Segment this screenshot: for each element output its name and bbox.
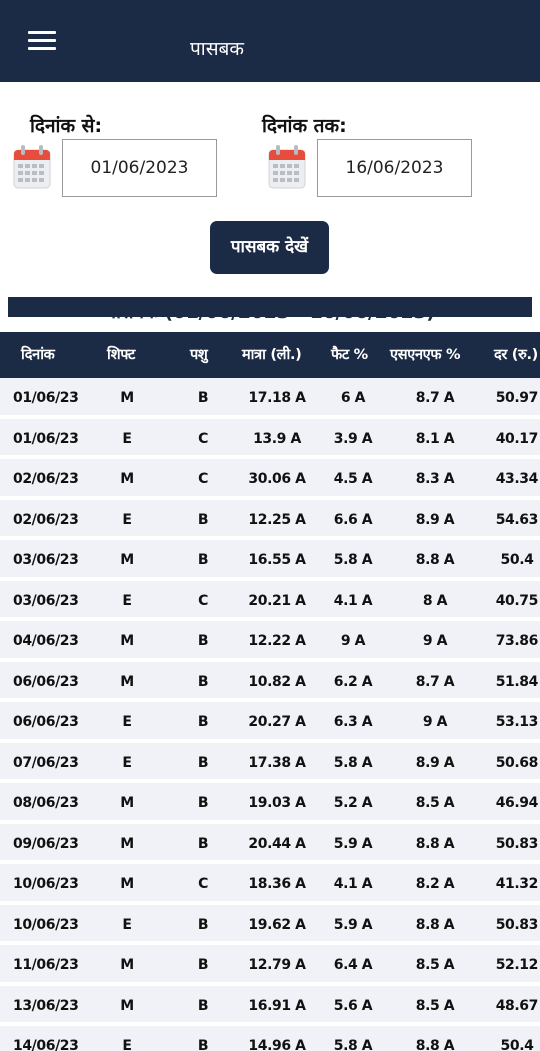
cell-snf: 8.7 A: [415, 673, 455, 690]
cell-animal: B: [197, 511, 209, 528]
to-date-field[interactable]: 16/06/2023: [317, 139, 472, 197]
cell-fat: 9 A: [340, 633, 366, 649]
cell-quantity: 14.96 A: [248, 1038, 306, 1051]
cell-snf: 8.7 A: [415, 390, 455, 406]
cell-shift: E: [122, 1038, 132, 1051]
header-fat: फैट %: [331, 347, 368, 363]
cell-date: 03/06/23: [13, 552, 79, 568]
cell-quantity: 30.06 A: [248, 471, 306, 487]
cell-rate: 50.97: [495, 390, 538, 406]
cell-snf: 9 A: [422, 633, 448, 649]
table-row[interactable]: [0, 581, 540, 622]
cell-rate: 41.32: [495, 876, 538, 892]
cell-snf: 9 A: [422, 714, 448, 730]
cell-animal: B: [197, 997, 209, 1014]
table-row[interactable]: [0, 905, 540, 946]
cell-snf: 8 A: [422, 592, 448, 609]
cell-snf: 8.2 A: [415, 876, 455, 892]
from-date-field[interactable]: 01/06/2023: [62, 139, 217, 197]
page-title: पासबक: [190, 38, 244, 60]
cell-date: 10/06/23: [13, 916, 79, 933]
header-shift: शिफ्ट: [107, 347, 135, 363]
cell-fat: 6 A: [340, 390, 366, 406]
cell-shift: M: [120, 552, 134, 568]
cell-animal: B: [197, 633, 209, 649]
cell-snf: 8.1 A: [415, 430, 455, 447]
cell-quantity: 20.21 A: [248, 592, 306, 609]
cell-rate: 40.75: [495, 592, 538, 609]
cell-quantity: 19.62 A: [248, 916, 306, 933]
table-row[interactable]: [0, 1026, 540, 1051]
cell-shift: M: [120, 795, 134, 811]
cell-date: 01/06/23: [13, 390, 79, 406]
table-row[interactable]: [0, 378, 540, 419]
cell-quantity: 12.25 A: [248, 511, 306, 528]
table-row[interactable]: [0, 986, 540, 1027]
cell-date: 08/06/23: [13, 795, 79, 811]
cell-rate: 52.12: [495, 957, 538, 973]
app-bar: [0, 0, 540, 82]
cell-quantity: 12.22 A: [248, 633, 306, 649]
table-row[interactable]: [0, 662, 540, 703]
cell-quantity: 16.55 A: [248, 552, 306, 568]
cell-quantity: 20.44 A: [248, 835, 306, 852]
calendar-icon[interactable]: [268, 145, 306, 189]
cell-fat: 5.9 A: [333, 916, 373, 933]
cell-quantity: 13.9 A: [253, 430, 301, 447]
cell-date: 04/06/23: [13, 633, 79, 649]
cell-shift: M: [120, 390, 134, 406]
calendar-icon[interactable]: [13, 145, 51, 189]
table-row[interactable]: [0, 702, 540, 743]
cell-rate: 54.63: [495, 511, 538, 528]
cell-fat: 5.8 A: [333, 754, 373, 771]
to-date-label: दिनांक तक:: [262, 115, 347, 137]
cell-date: 03/06/23: [13, 592, 79, 609]
cell-fat: 6.6 A: [333, 511, 373, 528]
table-row[interactable]: [0, 540, 540, 581]
cell-shift: M: [120, 673, 134, 690]
cell-quantity: 19.03 A: [248, 795, 306, 811]
cell-shift: M: [120, 876, 134, 892]
cell-rate: 50.83: [495, 916, 538, 933]
table-row[interactable]: [0, 864, 540, 905]
cell-shift: M: [120, 957, 134, 973]
cell-quantity: 17.18 A: [248, 390, 306, 406]
header-snf: एसएनएफ %: [390, 347, 461, 363]
cell-shift: M: [120, 835, 134, 852]
cell-snf: 8.5 A: [415, 997, 455, 1014]
cell-rate: 46.94: [495, 795, 538, 811]
cell-shift: E: [122, 714, 132, 730]
cell-snf: 8.5 A: [415, 957, 455, 973]
header-rate: दर (रु.): [494, 347, 539, 363]
cell-date: 06/06/23: [13, 673, 79, 690]
cell-snf: 8.9 A: [415, 511, 455, 528]
cell-fat: 4.5 A: [333, 471, 373, 487]
cell-quantity: 10.82 A: [248, 673, 306, 690]
cell-rate: 50.4: [500, 552, 534, 568]
cell-snf: 8.3 A: [415, 471, 455, 487]
cell-animal: B: [197, 390, 209, 406]
cell-snf: 8.8 A: [415, 1038, 455, 1051]
cell-shift: M: [120, 633, 134, 649]
cell-fat: 4.1 A: [333, 876, 373, 892]
cell-animal: B: [197, 673, 209, 690]
cell-fat: 6.2 A: [333, 673, 373, 690]
cell-quantity: 16.91 A: [248, 997, 306, 1014]
cell-snf: 8.9 A: [415, 754, 455, 771]
cell-shift: E: [122, 754, 132, 771]
cell-animal: C: [198, 430, 208, 447]
table-header: [0, 332, 540, 378]
cell-shift: M: [120, 997, 134, 1014]
cell-date: 13/06/23: [13, 997, 79, 1014]
cell-rate: 50.68: [495, 754, 538, 771]
cell-animal: B: [197, 957, 209, 973]
cell-rate: 50.4: [500, 1038, 534, 1051]
header-animal: पशु: [190, 347, 208, 363]
cell-snf: 8.8 A: [415, 552, 455, 568]
cell-animal: C: [198, 471, 208, 487]
cell-animal: B: [197, 835, 209, 852]
cell-shift: E: [122, 511, 132, 528]
cell-shift: E: [122, 916, 132, 933]
cell-shift: M: [120, 471, 134, 487]
cell-rate: 50.83: [495, 835, 538, 852]
from-date-label: दिनांक से:: [30, 115, 103, 137]
section-title: पासबक (01/06/2023 - 16/06/2023): [105, 301, 435, 323]
cell-shift: E: [122, 430, 132, 447]
cell-date: 11/06/23: [13, 957, 79, 973]
cell-fat: 5.9 A: [333, 835, 373, 852]
table-row[interactable]: [0, 621, 540, 662]
cell-date: 09/06/23: [13, 835, 79, 852]
table-row[interactable]: [0, 459, 540, 500]
cell-date: 06/06/23: [13, 714, 79, 730]
table-row[interactable]: [0, 743, 540, 784]
cell-fat: 5.8 A: [333, 1038, 373, 1051]
cell-snf: 8.8 A: [415, 835, 455, 852]
cell-animal: C: [198, 876, 208, 892]
header-quantity: मात्रा (ली.): [242, 347, 302, 363]
cell-fat: 6.4 A: [333, 957, 373, 973]
cell-snf: 8.8 A: [415, 916, 455, 933]
cell-date: 07/06/23: [13, 754, 79, 771]
cell-date: 10/06/23: [13, 876, 79, 892]
cell-date: 02/06/23: [13, 511, 79, 528]
cell-fat: 5.2 A: [333, 795, 373, 811]
cell-animal: B: [197, 714, 209, 730]
cell-quantity: 17.38 A: [248, 754, 306, 771]
table-row[interactable]: [0, 783, 540, 824]
table-row[interactable]: [0, 945, 540, 986]
cell-snf: 8.5 A: [415, 795, 455, 811]
cell-shift: E: [122, 592, 132, 609]
cell-rate: 48.67: [495, 997, 538, 1014]
cell-rate: 40.17: [495, 430, 538, 447]
table-row[interactable]: [0, 500, 540, 541]
cell-rate: 43.34: [495, 471, 538, 487]
cell-quantity: 12.79 A: [248, 957, 306, 973]
table-row[interactable]: [0, 824, 540, 865]
cell-date: 14/06/23: [13, 1038, 79, 1051]
cell-animal: B: [197, 1038, 209, 1051]
cell-animal: B: [197, 754, 209, 771]
cell-animal: B: [197, 916, 209, 933]
cell-date: 01/06/23: [13, 430, 79, 447]
cell-animal: B: [197, 795, 209, 811]
cell-fat: 3.9 A: [333, 430, 373, 447]
header-date: दिनांक: [21, 347, 55, 363]
cell-fat: 6.3 A: [333, 714, 373, 730]
cell-rate: 53.13: [495, 714, 538, 730]
cell-animal: B: [197, 552, 209, 568]
cell-fat: 5.8 A: [333, 552, 373, 568]
passbook-table-body[interactable]: [0, 378, 540, 1051]
hamburger-menu-icon[interactable]: [28, 31, 56, 51]
cell-date: 02/06/23: [13, 471, 79, 487]
cell-animal: C: [198, 592, 208, 609]
cell-quantity: 20.27 A: [248, 714, 306, 730]
table-row[interactable]: [0, 419, 540, 460]
cell-fat: 4.1 A: [333, 592, 373, 609]
cell-rate: 73.86: [495, 633, 538, 649]
cell-fat: 5.6 A: [333, 997, 373, 1014]
view-passbook-button[interactable]: पासबक देखें: [210, 221, 329, 274]
cell-quantity: 18.36 A: [248, 876, 306, 892]
cell-rate: 51.84: [495, 673, 538, 690]
